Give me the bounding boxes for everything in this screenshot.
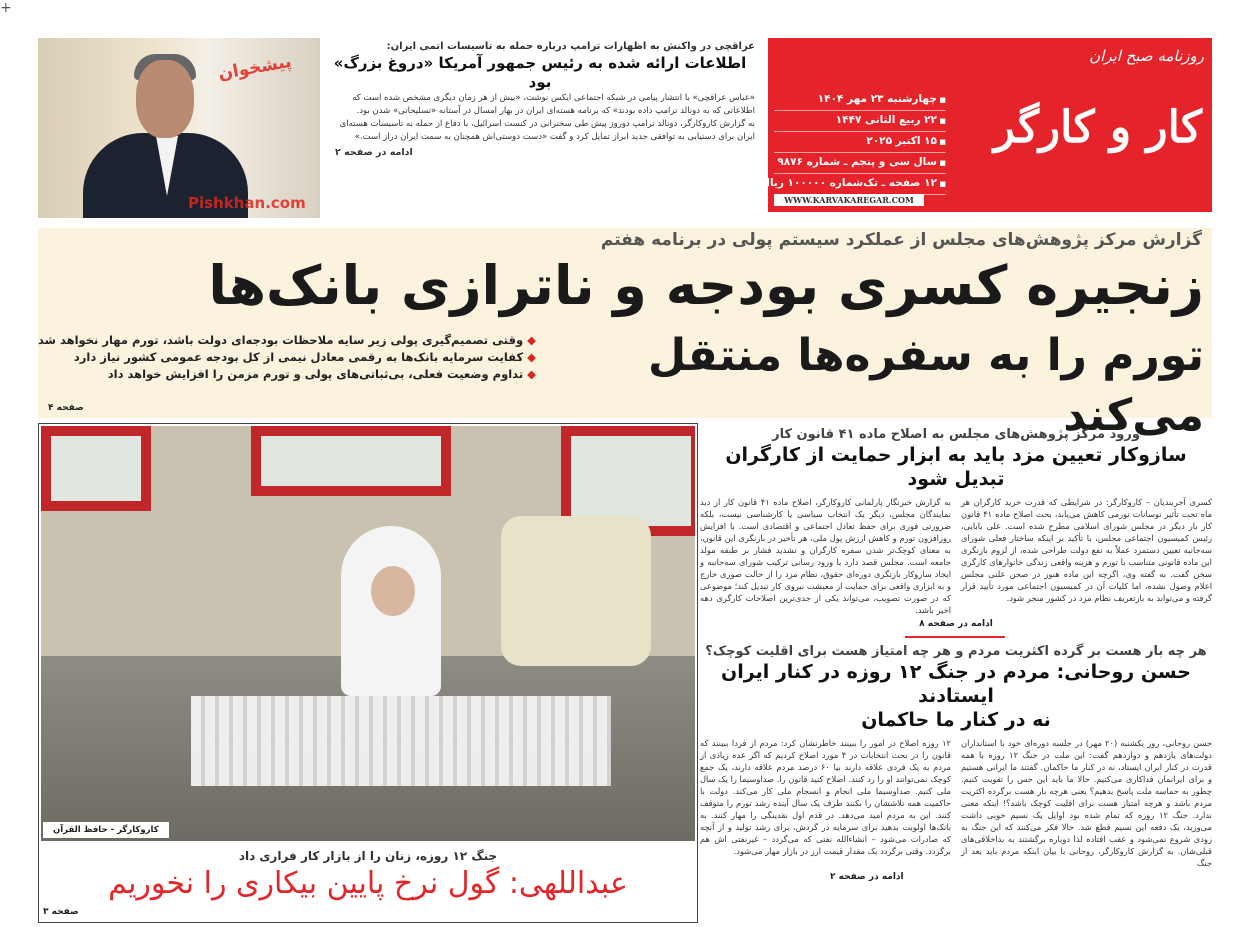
issue-hijri-date: ■ ۲۲ ربیع الثانی ۱۴۴۷: [774, 111, 946, 132]
article-column: ۱۲ روزه اصلاح در امور را ببینند خاطرنشان کرد: مردم از فردا ببینند که قانون را در بحث انتخابات در ۴ مورد اصلاح کردیم که اگر عده زیادی از مردم به یک فردی علاقه دارند بیا ۶۰ درصد مردم علاقه دارند، یک جمع کوچک نمی‌توانند او را رد کنند. اصلاح کنید قانون را. صداوسیما را یک سال ملی کنیم. صداوسیما ملی انجام و انسجام ملی کار می‌کند. دولت با حاکمیت همه تلاششان را بکنند طرف یک سال آینده رشد تورم را متوقف کنند. این به مردم امید می‌دهد. در قدم اول نقدینگی را مهار کنند. به بانک‌ها اولویت بدهید برای سرمایه در گردش، برای رشد تولید و از آنچه که صادرات می‌شود – انشاءالله نفتی که می‌گردد – غیرنفتی اش هم برگردد. وقتی برگردد یک مقدار قیمت ارز در بازار مهار می‌شود.: [700, 738, 951, 856]
lead-bullets: [38, 332, 536, 383]
article-column: حسن روحانی، روز یکشنبه (۲۰ مهر) در جلسه دوره‌ای خود با استانداران دولت‌های یازدهم و دوازدهم گفت: این ملت در جنگ ۱۲ روزه با همه قدرت در کنار ایران ایستاد، نه در کنار ما حاکمان. گفتند ما ایرانی هستیم و برای ایرانمان فداکاری می‌کنیم. حالا ما باید این حس را تقویت کنیم. چطور به حماسه ملت پاسخ بدهیم؟ یعنی هرچه بار هست برگرده اکثریت مردم باشد و هرچه امتیاز هست برای اقلیت کوچک باشد؟! اینکه معنی ندارد. جنگ ۱۲ روزه که تمام شده بود اوایل یک نسیم خوبی داشت می‌وزید، یک دفعه این نسیم قطع شد. حالا فکر می‌کنند که این جنگ به زودی شروع نمی‌شود و عقب افتاده لذا دوباره برگشتند به بداخلاقی‌های قبلی‌شان. به گزارش کاروکارگر، روحانی با بیان اینکه مردم باید بعد از جنگ: [961, 738, 1212, 868]
lead-title-2: تورم را به سفره‌ها منتقل می‌کند: [648, 330, 1204, 441]
issue-price: ■ ۱۲ صفحه ـ تک‌شماره ۱۰۰۰۰۰ ریال: [774, 174, 946, 195]
lead-kicker: گزارش مرکز پژوهش‌های مجلس از عملکرد سیستم پولی در برنامه هفتم: [600, 230, 1202, 250]
article-column: به گزارش خبرنگار پارلمانی کاروکارگر، اصلاح ماده ۴۱ قانون کار از دید نمایندگان مجلس، دیگر یک انتخاب سیاسی یا کارشناسی نیست، بلکه ضرورتی فوری برای حفظ تعادل اجتماعی و اقتصادی است. با افزایش روزافزون تورم و کاهش ارزش پول ملی، هر تأخیر در بازنگری این قانون، به معنای کوچک‌تر شدن سفره کارگران و تشدید فشار بر طبقه مولد جامعه است. مجلس قصد دارد با ورود رسانی ترکیب شورای سه‌جانبه و ایجاد سازوکار بازنگری دوره‌ای حقوق، نظام مزد را از حالت صوری خارج و به ابزاری واقعی برای حمایت از معیشت نیروی کار تبدیل کند؛ موضوعی که در صورت تصویب، می‌تواند یکی از جدی‌ترین اصلاحات کارگری دهه اخیر باشد.: [700, 497, 951, 615]
issue-number: ■ سال سی و پنجم ـ شماره ۹۸۷۶: [774, 153, 946, 174]
top-story-title: اطلاعات ارائه شده به رئیس جمهور آمریکا «دروغ بزرگ» بود: [333, 54, 747, 91]
photo-story-title: عبداللهی: گول نرخ پایین بیکاری را نخوریم: [108, 866, 628, 901]
lead-bullet: ◆ تداوم وضعیت فعلی، بی‌ثباتی‌های پولی و تورم مزمن را افزایش خواهد داد: [46, 366, 536, 383]
issue-gregorian-date: ■ ۱۵ اکتبر ۲۰۲۵: [774, 132, 946, 153]
top-story-kicker: عراقچی در واکنش به اظهارات ترامپ درباره حمله به تاسیسات اتمی ایران:: [386, 41, 755, 52]
photo-story-page-ref[interactable]: صفحه ۳: [43, 907, 79, 917]
continue-link[interactable]: ادامه در صفحه ۲: [335, 147, 413, 158]
masthead-tagline: روزنامه صبح ایران: [1089, 47, 1204, 65]
article-rouhani: [700, 643, 1212, 884]
lead-bullet: ◆ وقتی تصمیم‌گیری پولی زیر سایه ملاحظات بودجه‌ای دولت باشد، تورم مهار نخواهد شد: [46, 332, 536, 349]
lead-page-ref[interactable]: صفحه ۴: [48, 403, 84, 413]
factory-photo: [41, 426, 695, 841]
article-title-2: نه در کنار ما حاکمان: [861, 709, 1051, 731]
right-column: [700, 426, 1212, 884]
top-story-body-2: به گزارش کاروکارگر، دونالد ترامپ دوروز پیش طی سخنرانی در کنست اسرائیل، با دفاع از حمله به تاسیسات هسته‌ای ایران برای دستیابی به توافقی جدید ابراز تمایل کرد و گفت «دست دوستی‌اش همچنان به سمت ایران دراز است.»: [339, 119, 755, 142]
photo-story: [38, 423, 698, 923]
article-title-1: حسن روحانی: مردم در جنگ ۱۲ روزه در کنار ایران ایستادند: [721, 661, 1191, 707]
lead-bullet: ◆ کفایت سرمایه بانک‌ها به رقمی معادل نیمی از کل بودجه عمومی کشور نیاز دارد: [46, 349, 536, 366]
photo-story-kicker: جنگ ۱۲ روزه، زنان را از بازار کار فراری داد: [238, 849, 498, 863]
divider: [905, 636, 1005, 638]
top-story-body: «عباس عراقچی» با انتشار پیامی در شبکه اجتماعی ایکس نوشت، «بیش از هر زمان دیگری مشخص شده است که اطلاعاتی که به دونالد ترامپ داده بودند» که برنامه هسته‌ای ایران در بهار امسال در آستانه «تسلیحاتی» شدن بود.: [352, 93, 755, 116]
top-story: [325, 40, 755, 159]
crosshair-mark: +: [0, 0, 12, 16]
article-column: کسری آجربندیان – کاروکارگر: در شرایطی که قدرت خرید کارگران هر ماه تحت تأثیر نوسانات تورمی کاهش می‌یابد، بحث اصلاح ماده ۴۱ قانون کار بار دیگر در مجلس شورای اسلامی مطرح شده است. علی بابایی، رئیس کمیسیون اجتماعی مجلس، با تأکید بر اینکه ساختار فعلی شورای سه‌جانبه تعیین دستمزد عملاً به نفع دولت طراحی شده، از لزوم بازنگری این ماده قانونی متناسب با تورم و هزینه واقعی زندگی خانوارهای کارگری سخن گفت. به گفته وی، اگرچه این ماده هنوز در صحن علنی مجلس اعلام وصول نشده، اما کلیات آن در کمیسیون اجتماعی مورد تأیید قرار گرفته و می‌تواند به بازتعریف نظام مزد در کشور منجر شود.: [961, 497, 1212, 603]
masthead-logo: کار و کارگر: [993, 102, 1202, 153]
issue-info: [760, 90, 946, 195]
lead-title-1: زنجیره کسری بودجه و ناترازی بانک‌ها: [208, 254, 1204, 317]
article-kicker: ورود مرکز پژوهش‌های مجلس به اصلاح ماده ۴۱ قانون کار: [772, 427, 1140, 442]
issue-date: ■ چهارشنبه ۲۳ مهر ۱۴۰۴: [774, 90, 946, 111]
continue-link[interactable]: ادامه در صفحه ۸: [919, 619, 993, 629]
continue-link[interactable]: ادامه در صفحه ۲: [830, 872, 904, 882]
watermark-en: Pishkhan.com: [188, 194, 306, 212]
watermark-fa: پیشخوان: [216, 51, 294, 85]
article-wage: [700, 426, 1212, 631]
photo-credit: کاروکارگر - حافظ القرآن: [43, 822, 169, 838]
article-title: سازوکار تعیین مزد باید به ابزار حمایت از کارگران تبدیل شود: [725, 444, 1187, 490]
article-kicker: هر چه بار هست بر گرده اکثریت مردم و هر چه امتیاز هست برای اقلیت کوچک؟: [705, 644, 1207, 659]
website-url[interactable]: WWW.KARVAKAREGAR.COM: [774, 194, 924, 206]
masthead: [760, 38, 1212, 212]
